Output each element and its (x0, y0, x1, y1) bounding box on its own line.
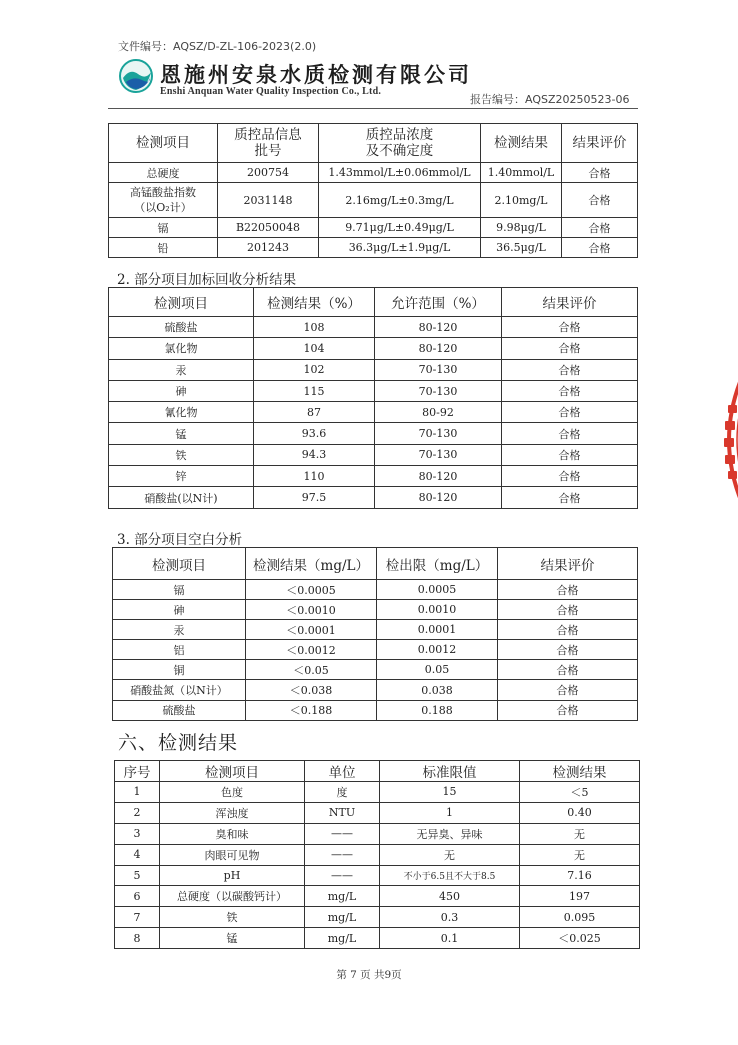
table-row (109, 359, 638, 380)
section-heading: 六、检测结果 (118, 732, 239, 754)
company-name-en: Enshi Anquan Water Quality Inspection Co., Ltd. (160, 86, 382, 97)
table-cell: 1.43mmol/L±0.06mmol/L (319, 163, 481, 183)
table-cell: 汞 (113, 620, 246, 640)
table-row (115, 823, 640, 844)
table-cell: 锰 (160, 928, 305, 949)
table-cell: 80-92 (375, 402, 502, 423)
company-logo-icon (118, 58, 154, 94)
table-cell: 合格 (562, 183, 638, 218)
table-cell: 镉 (113, 580, 246, 600)
table-cell: 汞 (109, 359, 254, 380)
table-cell: 9.71μg/L±0.49μg/L (319, 218, 481, 238)
table-header-row (113, 548, 638, 580)
table-cell: 砷 (113, 600, 246, 620)
table-cell: ＜0.0005 (246, 580, 377, 600)
table-row (115, 782, 640, 803)
table-cell: 合格 (502, 380, 638, 401)
table-cell: 0.188 (377, 700, 498, 720)
table-cell: 36.5μg/L (481, 238, 562, 258)
table-cell: 氯化物 (109, 338, 254, 359)
table-header-row (109, 288, 638, 317)
table-cell: 0.0010 (377, 600, 498, 620)
table-row (115, 928, 640, 949)
table-cell: 1 (115, 782, 160, 803)
table-cell: 0.0012 (377, 640, 498, 660)
table-cell: —— (305, 823, 380, 844)
table-row (109, 338, 638, 359)
table-cell: 15 (380, 782, 520, 803)
seal-stamp-icon (712, 375, 738, 505)
table-header-cell: 检测项目 (160, 761, 305, 782)
table-cell: 110 (254, 466, 375, 487)
table-header-row (115, 761, 640, 782)
table-cell: 450 (380, 886, 520, 907)
table-cell: NTU (305, 802, 380, 823)
table-header-cell: 检测项目 (109, 288, 254, 317)
table-cell: 70-130 (375, 423, 502, 444)
table-header-cell: 检测结果 (481, 124, 562, 163)
table-cell: mg/L (305, 886, 380, 907)
table-header-cell: 检出限（mg/L） (377, 548, 498, 580)
table-cell: 70-130 (375, 444, 502, 465)
table-cell: 合格 (562, 163, 638, 183)
table-cell: —— (305, 865, 380, 886)
table-row (113, 700, 638, 720)
table-cell: ＜0.038 (246, 680, 377, 700)
table-row (113, 600, 638, 620)
table-cell: 合格 (502, 423, 638, 444)
section-title: 2. 部分项目加标回收分析结果 (117, 272, 297, 288)
table-header-cell: 标准限值 (380, 761, 520, 782)
table-header-cell: 检测结果（%） (254, 288, 375, 317)
table-cell: 总硬度（以碳酸钙计） (160, 886, 305, 907)
table-cell: ＜0.0010 (246, 600, 377, 620)
table-cell: 合格 (498, 600, 638, 620)
table-cell: 硫酸盐 (113, 700, 246, 720)
table-cell: 合格 (502, 359, 638, 380)
table-cell: 合格 (562, 238, 638, 258)
table-cell: 总硬度 (109, 163, 218, 183)
table-cell: 合格 (502, 402, 638, 423)
table-cell: 201243 (218, 238, 319, 258)
table-cell: 115 (254, 380, 375, 401)
table-cell: ＜5 (520, 782, 640, 803)
table-cell: 0.3 (380, 907, 520, 928)
table-cell: 104 (254, 338, 375, 359)
table-cell: 不小于6.5且不大于8.5 (380, 865, 520, 886)
table-header-cell: 检测项目 (113, 548, 246, 580)
table-cell: 4 (115, 844, 160, 865)
table-header-cell: 结果评价 (502, 288, 638, 317)
qc-table (108, 123, 638, 258)
table-cell: pH (160, 865, 305, 886)
table-row (113, 680, 638, 700)
table-cell: 87 (254, 402, 375, 423)
table-cell: 无 (520, 844, 640, 865)
table-cell: ＜0.05 (246, 660, 377, 680)
table-row (113, 660, 638, 680)
table-row (109, 466, 638, 487)
table-cell: 肉眼可见物 (160, 844, 305, 865)
table-cell: 36.3μg/L±1.9μg/L (319, 238, 481, 258)
table-row (109, 444, 638, 465)
table-cell: 铜 (113, 660, 246, 680)
table-row (115, 907, 640, 928)
table-cell: 合格 (502, 317, 638, 338)
table-header-cell: 结果评价 (562, 124, 638, 163)
table-header-row (109, 124, 638, 163)
table-header-cell: 允许范围（%） (375, 288, 502, 317)
table-cell: 2.10mg/L (481, 183, 562, 218)
report-number: 报告编号：AQSZ20250523-06 (470, 93, 630, 106)
table-cell: 锰 (109, 423, 254, 444)
table-header-cell: 质控品信息 批号 (218, 124, 319, 163)
table-row (115, 865, 640, 886)
table-header-cell: 检测项目 (109, 124, 218, 163)
table-row (113, 580, 638, 600)
table-header-cell: 检测结果（mg/L） (246, 548, 377, 580)
table-cell: 合格 (498, 640, 638, 660)
table-cell: ＜0.188 (246, 700, 377, 720)
table-row (109, 380, 638, 401)
table-cell: 合格 (498, 580, 638, 600)
table-cell: B22050048 (218, 218, 319, 238)
table-cell: 无 (520, 823, 640, 844)
table-row (109, 163, 638, 183)
table-cell: 氰化物 (109, 402, 254, 423)
page-number: 第 7 页 共9页 (336, 969, 402, 981)
table-cell: 80-120 (375, 317, 502, 338)
table-cell: ＜0.0012 (246, 640, 377, 660)
table-cell: 1.40mmol/L (481, 163, 562, 183)
table-cell: 铁 (109, 444, 254, 465)
table-cell: —— (305, 844, 380, 865)
table-cell: 8 (115, 928, 160, 949)
table-row (113, 640, 638, 660)
table-cell: 合格 (502, 487, 638, 508)
blank-table (112, 547, 638, 721)
table-cell: 合格 (502, 338, 638, 359)
table-row (115, 886, 640, 907)
table-header-cell: 质控品浓度 及不确定度 (319, 124, 481, 163)
document-number: 文件编号：AQSZ/D-ZL-106-2023(2.0) (118, 40, 317, 53)
table-row (109, 402, 638, 423)
table-cell: 合格 (502, 466, 638, 487)
table-cell: 80-120 (375, 338, 502, 359)
table-cell: 0.0005 (377, 580, 498, 600)
table-cell: 臭和味 (160, 823, 305, 844)
table-cell: 铁 (160, 907, 305, 928)
table-cell: 合格 (498, 620, 638, 640)
table-header-cell: 结果评价 (498, 548, 638, 580)
table-cell: 2.16mg/L±0.3mg/L (319, 183, 481, 218)
table-cell: 0.038 (377, 680, 498, 700)
table-cell: 铅 (109, 238, 218, 258)
table-cell: 硝酸盐氮（以N计） (113, 680, 246, 700)
table-cell: 9.98μg/L (481, 218, 562, 238)
table-cell: 合格 (498, 700, 638, 720)
table-cell: 200754 (218, 163, 319, 183)
table-row (109, 183, 638, 218)
table-row (113, 620, 638, 640)
table-cell: 砷 (109, 380, 254, 401)
table-cell: 镉 (109, 218, 218, 238)
table-cell: 3 (115, 823, 160, 844)
table-cell: 无 (380, 844, 520, 865)
table-cell: 2 (115, 802, 160, 823)
table-header-cell: 序号 (115, 761, 160, 782)
table-cell: 1 (380, 802, 520, 823)
table-cell: 浑浊度 (160, 802, 305, 823)
table-cell: 0.095 (520, 907, 640, 928)
table-cell: 80-120 (375, 466, 502, 487)
table-cell: 0.40 (520, 802, 640, 823)
table-cell: 108 (254, 317, 375, 338)
table-cell: 0.0001 (377, 620, 498, 640)
table-cell: 93.6 (254, 423, 375, 444)
table-cell: 锌 (109, 466, 254, 487)
table-cell: 94.3 (254, 444, 375, 465)
table-header-cell: 单位 (305, 761, 380, 782)
table-cell: 70-130 (375, 359, 502, 380)
table-cell: 色度 (160, 782, 305, 803)
table-cell: 合格 (502, 444, 638, 465)
table-cell: mg/L (305, 928, 380, 949)
table-row (115, 844, 640, 865)
table-cell: 7 (115, 907, 160, 928)
table-row (115, 802, 640, 823)
table-cell: ＜0.0001 (246, 620, 377, 640)
table-cell: 2031148 (218, 183, 319, 218)
table-cell: mg/L (305, 907, 380, 928)
table-cell: 0.1 (380, 928, 520, 949)
table-cell: 7.16 (520, 865, 640, 886)
table-cell: 197 (520, 886, 640, 907)
table-cell: 102 (254, 359, 375, 380)
table-cell: 高锰酸盐指数 （以O₂计） (109, 183, 218, 218)
table-cell: 80-120 (375, 487, 502, 508)
table-cell: 硝酸盐(以N计) (109, 487, 254, 508)
table-cell: 5 (115, 865, 160, 886)
table-cell: 合格 (498, 680, 638, 700)
table-cell: 70-130 (375, 380, 502, 401)
table-cell: 0.05 (377, 660, 498, 680)
table-cell: 度 (305, 782, 380, 803)
table-row (109, 317, 638, 338)
table-cell: 合格 (562, 218, 638, 238)
recovery-table (108, 287, 638, 509)
table-row (109, 423, 638, 444)
table-cell: 硫酸盐 (109, 317, 254, 338)
table-cell: 6 (115, 886, 160, 907)
table-row (109, 487, 638, 508)
table-row (109, 218, 638, 238)
table-cell: ＜0.025 (520, 928, 640, 949)
header-divider (108, 108, 638, 109)
table-row (109, 238, 638, 258)
table-cell: 无异臭、异味 (380, 823, 520, 844)
table-header-cell: 检测结果 (520, 761, 640, 782)
results-table (114, 760, 640, 949)
section-title: 3. 部分项目空白分析 (117, 532, 243, 548)
company-name-cn: 恩施州安泉水质检测有限公司 (160, 62, 472, 87)
table-cell: 铝 (113, 640, 246, 660)
table-cell: 合格 (498, 660, 638, 680)
table-cell: 97.5 (254, 487, 375, 508)
